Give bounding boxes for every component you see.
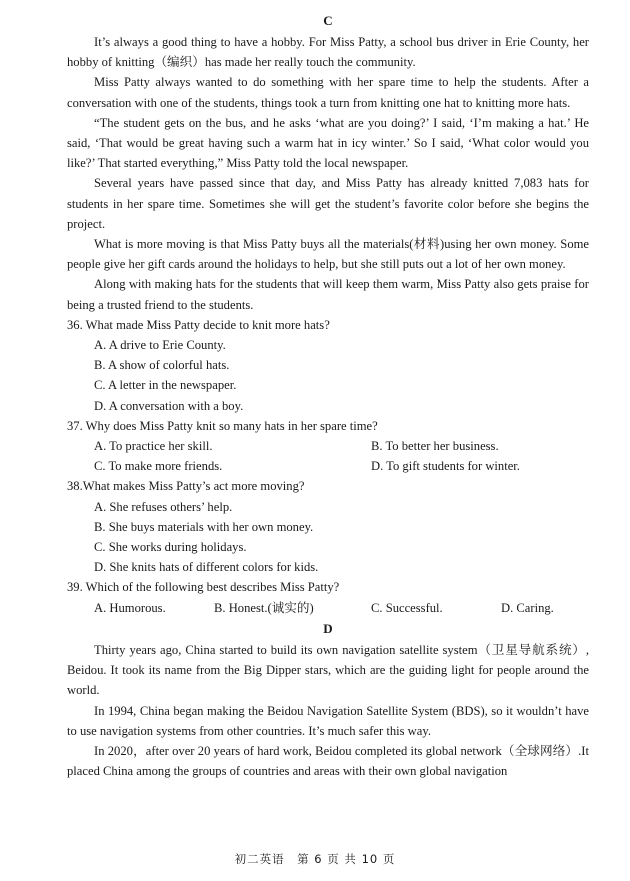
passage-paragraph: Thirty years ago, China started to build its own navigation satellite system（卫星导航系统）, Beidou. It took its name from the Big Dipper stars, which are the guiding light for people around the world. — [67, 642, 589, 698]
option-a[interactable]: A. Humorous. — [94, 600, 166, 615]
options-row — [94, 598, 589, 618]
option-d[interactable]: D. To gift students for winter. — [371, 459, 520, 474]
question-stem: 38.What makes Miss Patty’s act more moving? — [67, 479, 305, 494]
page-footer: 初二英语 第 6 页 共 10 页 — [234, 852, 396, 866]
option-a[interactable]: A. A drive to Erie County. — [94, 338, 226, 353]
option-b[interactable]: B. Honest.(诚实的) — [214, 600, 314, 615]
question-36 — [67, 315, 589, 416]
options-grid — [94, 436, 589, 476]
passage-paragraph: “The student gets on the bus, and he asks ‘what are you doing?’ I said, ‘I’m making a hat.’ He said, ‘That would be great having such a warm hat in icy winter.’ So I said, ‘What color would you like?’ That started everything,” Miss Patty told the local newspaper. — [67, 115, 589, 171]
option-d[interactable]: D. Caring. — [501, 600, 554, 615]
passage-paragraph: It’s always a good thing to have a hobby. For Miss Patty, a school bus driver in Erie County, her hobby of knitting（编织）has made her really touch the community. — [67, 35, 589, 70]
question-stem: 37. Why does Miss Patty knit so many hats in her spare time? — [67, 418, 378, 433]
option-b[interactable]: B. A show of colorful hats. — [94, 358, 230, 373]
section-d-passage — [67, 640, 589, 781]
section-c-heading: C — [323, 13, 333, 28]
passage-paragraph: Along with making hats for the students that will keep them warm, Miss Patty also gets praise for being a trusted friend to the students. — [67, 277, 589, 312]
passage-paragraph: Several years have passed since that day, and Miss Patty has already knitted 7,083 hats for students in her spare time. Sometimes she will get the student’s favorite color before she begins the project. — [67, 176, 589, 231]
option-d[interactable]: D. She knits hats of different colors for kids. — [94, 560, 319, 575]
passage-paragraph: In 1994, China began making the Beidou Navigation Satellite System (BDS), so it wouldn’t have to use navigation systems from other countries. It’s much safer this way. — [67, 703, 589, 738]
option-d[interactable]: D. A conversation with a boy. — [94, 398, 244, 413]
option-c[interactable]: C. She works during holidays. — [94, 540, 247, 555]
passage-paragraph: Miss Patty always wanted to do something with her spare time to help the students. After a conversation with one of the students, things took a turn from knitting one hat to knitting more hats. — [67, 75, 589, 110]
question-stem: 36. What made Miss Patty decide to knit more hats? — [67, 317, 330, 332]
option-c[interactable]: C. Successful. — [371, 600, 443, 615]
option-c[interactable]: C. To make more friends. — [94, 459, 223, 474]
text-column — [67, 10, 589, 781]
question-37 — [67, 416, 589, 477]
option-a[interactable]: A. She refuses others’ help. — [94, 499, 233, 514]
section-d-heading: D — [323, 620, 333, 636]
question-stem: 39. Which of the following best describes Miss Patty? — [67, 580, 340, 595]
option-c[interactable]: C. A letter in the newspaper. — [94, 378, 237, 393]
option-b[interactable]: B. She buys materials with her own money. — [94, 519, 314, 534]
passage-paragraph: In 2020，after over 20 years of hard work, Beidou completed its global network（全球网络）.It placed China among the groups of countries and areas with their own global navigation — [67, 743, 589, 779]
question-39 — [67, 577, 589, 617]
option-b[interactable]: B. To better her business. — [371, 439, 499, 454]
passage-paragraph: What is more moving is that Miss Patty buys all the materials(材料)using her own money. Some people give her gift cards around the holidays to help, but she still puts out a lot of her own money. — [67, 237, 589, 272]
question-38 — [67, 476, 589, 577]
option-a[interactable]: A. To practice her skill. — [94, 439, 213, 454]
section-c-passage — [67, 32, 589, 315]
